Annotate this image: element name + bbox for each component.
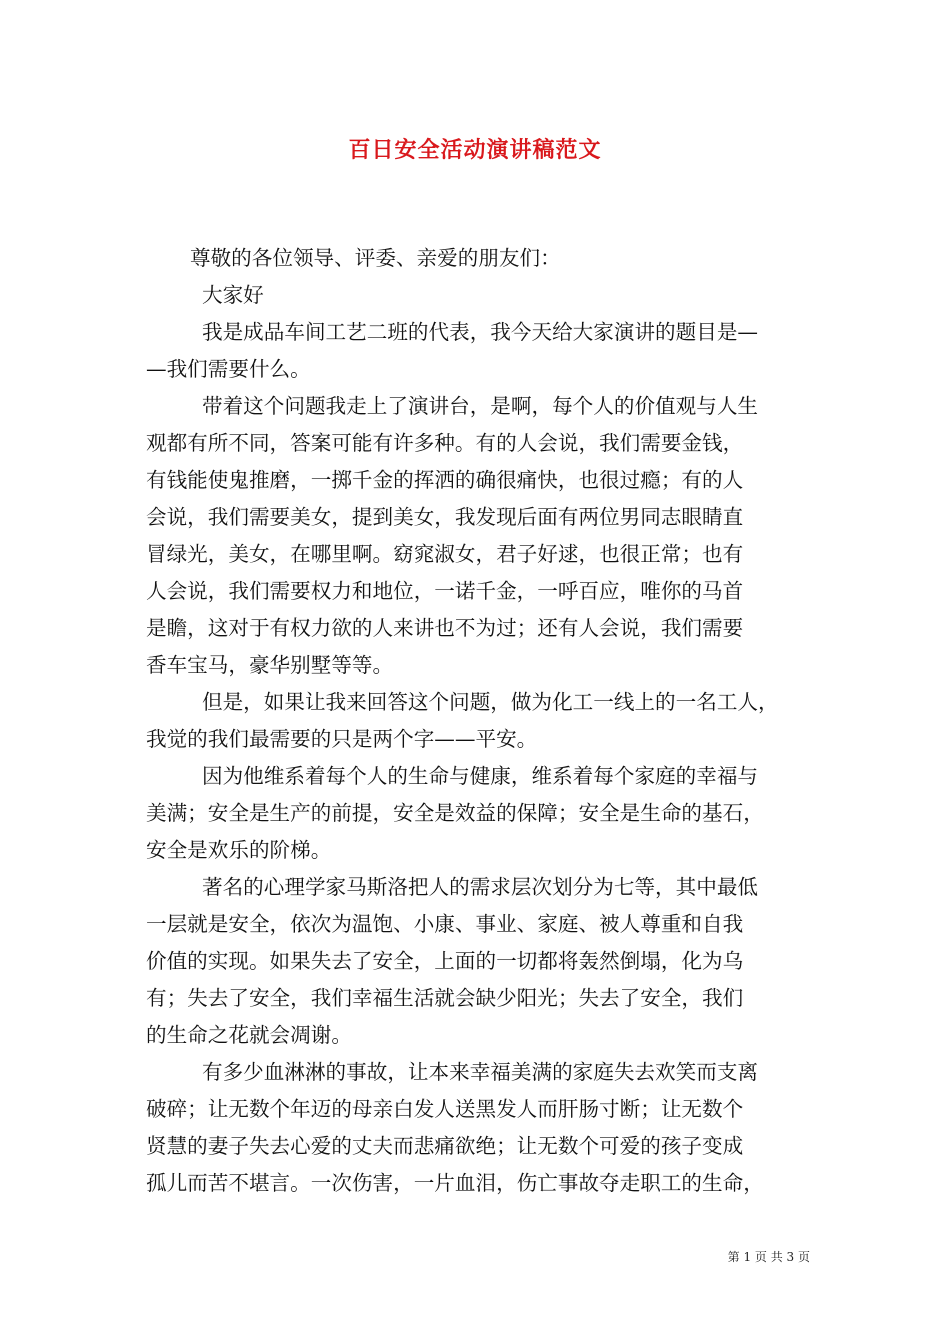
text-line: 有多少血淋淋的事故，让本来幸福美满的家庭失去欢笑而支离: [202, 1060, 759, 1084]
text-line: 安全是欢乐的阶梯。: [146, 838, 332, 862]
text-line: 会说，我们需要美女，提到美女，我发现后面有两位男同志眼睛直: [146, 505, 744, 529]
text-line: 我觉的我们最需要的只是两个字——平安。: [146, 727, 538, 751]
text-line: 但是，如果让我来回答这个问题，做为化工一线上的一名工人，: [202, 690, 779, 714]
text-line: 观都有所不同，答案可能有许多种。有的人会说，我们需要金钱，: [146, 431, 744, 455]
text-line: —我们需要什么。: [146, 357, 311, 381]
text-line: 的生命之花就会凋谢。: [146, 1023, 352, 1047]
text-line: 一层就是安全，依次为温饱、小康、事业、家庭、被人尊重和自我: [146, 912, 744, 936]
document-title: 百日安全活动演讲稿范文: [348, 137, 602, 163]
text-line: 带着这个问题我走上了演讲台，是啊，每个人的价值观与人生: [202, 394, 759, 418]
text-line: 破碎；让无数个年迈的母亲白发人送黑发人而肝肠寸断；让无数个: [146, 1097, 744, 1121]
text-line: 尊敬的各位领导、评委、亲爱的朋友们：: [190, 246, 561, 270]
text-line: 香车宝马，豪华别墅等等。: [146, 653, 394, 677]
text-line: 因为他维系着每个人的生命与健康，维系着每个家庭的幸福与: [202, 764, 759, 788]
text-line: 贤慧的妻子失去心爱的丈夫而悲痛欲绝；让无数个可爱的孩子变成: [146, 1134, 744, 1158]
text-line: 有钱能使鬼推磨，一掷千金的挥洒的确很痛快，也很过瘾；有的人: [146, 468, 744, 492]
text-line: 孤儿而苦不堪言。一次伤害，一片血泪，伤亡事故夺走职工的生命，: [146, 1171, 764, 1195]
text-line: 有；失去了安全，我们幸福生活就会缺少阳光；失去了安全，我们: [146, 986, 744, 1010]
text-line: 价值的实现。如果失去了安全，上面的一切都将轰然倒塌，化为乌: [146, 949, 744, 973]
document-body: [146, 240, 810, 1202]
text-line: 美满；安全是生产的前提，安全是效益的保障；安全是生命的基石，: [146, 801, 764, 825]
page-number: 第 1 页 共 3 页: [727, 1250, 810, 1264]
text-line: 人会说，我们需要权力和地位，一诺千金，一呼百应，唯你的马首: [146, 579, 744, 603]
text-line: 是瞻，这对于有权力欲的人来讲也不为过；还有人会说，我们需要: [146, 616, 744, 640]
text-line: 我是成品车间工艺二班的代表，我今天给大家演讲的题目是—: [202, 320, 759, 344]
text-line: 大家好: [202, 283, 264, 307]
text-line: 著名的心理学家马斯洛把人的需求层次划分为七等，其中最低: [202, 875, 759, 899]
text-line: 冒绿光，美女，在哪里啊。窈窕淑女，君子好逑，也很正常；也有: [146, 542, 744, 566]
